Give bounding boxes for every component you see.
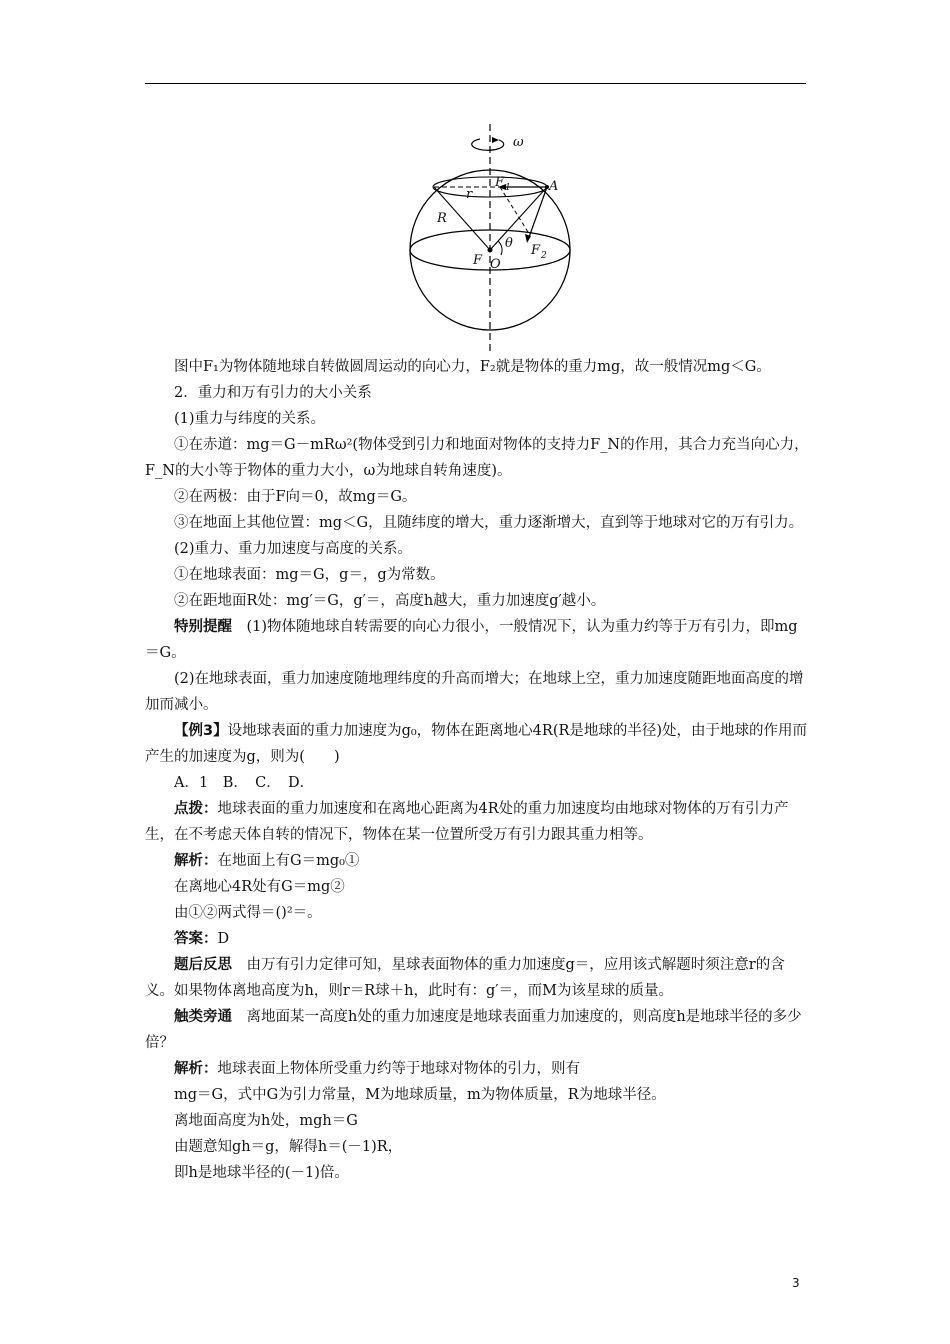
label-F2: F	[531, 243, 541, 258]
page-number: 3	[792, 1276, 800, 1290]
paragraph-solution-3: 由①②两式得＝()²＝。	[174, 905, 322, 921]
paragraph-solution-b	[145, 1056, 810, 1082]
label-F: F	[473, 253, 483, 268]
paragraph-height: ②在距地面R处：mg′＝G，g′＝，高度h越大，重力加速度g′越小。	[174, 593, 606, 609]
label-A: A	[549, 179, 559, 194]
paragraph-poles: ②在两极：由于F向＝0，故mg＝G。	[174, 489, 417, 505]
parallelogram-dashed	[500, 187, 528, 232]
document-body	[145, 354, 810, 1186]
paragraph-solution-b-4: 由题意知gh＝g，解得h＝(－1)R，	[174, 1139, 403, 1155]
label-extension: 触类旁通	[174, 1009, 232, 1025]
label-solution-b: 解析：	[174, 1061, 218, 1077]
center-point	[488, 248, 493, 253]
paragraph-equator: ①在赤道：mg＝G－mRω²(物体受到引力和地面对物体的支持力F_N的作用，其合力充当向心力，F_N的大小等于物体的重力大小，ω为地球自转角速度)。	[145, 437, 809, 479]
paragraph-solution-2: 在离地心4R处有G＝mg②	[174, 879, 345, 895]
rotation-arrowhead	[492, 137, 499, 143]
label-O: O	[490, 257, 501, 272]
paragraph-hint	[145, 796, 810, 848]
label-omega: ω	[513, 135, 524, 150]
paragraph-example	[145, 718, 810, 770]
label-special-note: 特别提醒	[174, 619, 232, 635]
paragraph-surface: ①在地球表面：mg＝G，g＝，g为常数。	[174, 567, 445, 583]
reflection-text: 由万有引力定律可知，星球表面物体的重力加速度g＝，应用该式解题时须注意r的含义。如果物体离地高度为h，则r＝R球＋h，此时有：g′＝，而M为该星球的质量。	[145, 957, 785, 999]
label-hint: 点拨：	[174, 801, 218, 817]
paragraph-solution-b-2: mg＝G，式中G为引力常量，M为地球质量，m为物体质量，R为地球半径。	[174, 1087, 666, 1103]
subheading-2: (2)重力、重力加速度与高度的关系。	[174, 541, 413, 557]
example-text: 设地球表面的重力加速度为g₀，物体在距离地心4R(R是地球的半径)处，由于地球的作用而产生的加速度为g，则为( )	[145, 723, 808, 765]
label-F1: F	[495, 175, 505, 190]
solution-b-text: 地球表面上物体所受重力约等于地球对物体的引力，则有	[217, 1061, 580, 1077]
paragraph-choices: A．1 B． C． D．	[174, 775, 315, 791]
paragraph-solution	[145, 848, 810, 874]
section-heading-2: 2．重力和万有引力的大小关系	[174, 385, 372, 401]
special-note-text: (1)物体随地球自转需要的向心力很小，一般情况下，认为重力约等于万有引力，即mg＝G。	[145, 619, 798, 661]
F2-arrow	[528, 187, 547, 240]
label-solution: 解析：	[174, 853, 218, 869]
paragraph-figure-caption: 图中F₁为物体随地球自转做圆周运动的向心力，F₂就是物体的重力mg，故一般情况mg＜G。	[174, 359, 771, 375]
extension-text: 离地面某一高度h处的重力加速度是地球表面重力加速度的，则高度h是地球半径的多少倍？	[145, 1009, 802, 1051]
paragraph-other-positions: ③在地面上其他位置：mg＜G，且随纬度的增大，重力逐渐增大，直到等于地球对它的万有引力。	[174, 515, 804, 531]
paragraph-answer	[145, 926, 810, 952]
rotation-arrow	[472, 139, 504, 150]
paragraph-reflection	[145, 952, 810, 1004]
earth-rotation-diagram	[400, 120, 585, 355]
paragraph-special-note	[145, 614, 810, 666]
label-answer: 答案：	[174, 931, 218, 947]
paragraph-solution-b-5: 即h是地球半径的(－1)倍。	[174, 1165, 349, 1181]
label-theta: θ	[505, 236, 513, 251]
label-r: r	[466, 187, 473, 202]
subheading-1: (1)重力与纬度的关系。	[174, 411, 326, 427]
hint-text: 地球表面的重力加速度和在离地心距离为4R处的重力加速度均由地球对物体的万有引力产生，在不考虑天体自转的情况下，物体在某一位置所受万有引力跟其重力相等。	[145, 801, 789, 843]
label-F1-sub: 1	[505, 183, 511, 193]
label-example: 【例3】	[174, 723, 228, 739]
answer-text: D	[217, 931, 230, 947]
paragraph-solution-b-3: 离地面高度为h处，mgh＝G	[174, 1113, 358, 1129]
header-rule	[145, 83, 806, 84]
earth-diagram-svg	[400, 120, 585, 355]
theta-arc	[498, 241, 502, 255]
label-reflection: 题后反思	[174, 957, 232, 973]
paragraph-extension	[145, 1004, 810, 1056]
paragraph-note-2: (2)在地球表面，重力加速度随地理纬度的升高而增大；在地球上空，重力加速度随距地面高度的增加而减小。	[145, 671, 804, 713]
label-R: R	[437, 211, 447, 226]
solution-text: 在地面上有G＝mg₀①	[217, 853, 360, 869]
label-F2-sub: 2	[541, 251, 547, 261]
